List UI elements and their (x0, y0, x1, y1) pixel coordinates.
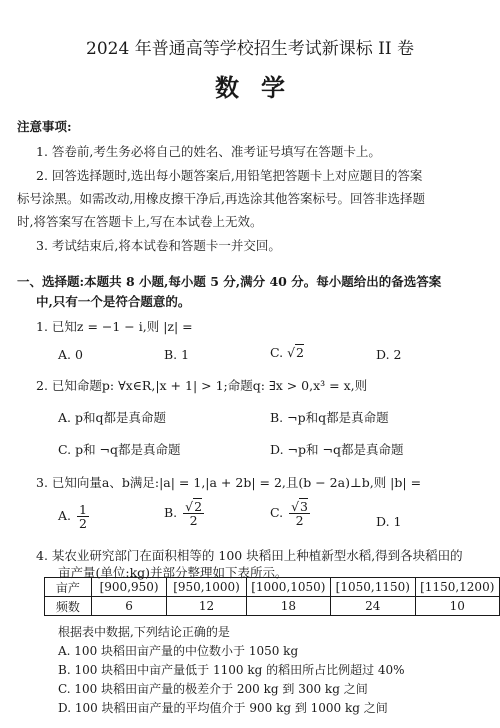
question-4-stem-line-1: 4. 某农业研究部门在面积相等的 100 块稻田上种植新型水稻,得到各块稻田的 (36, 548, 463, 563)
table-cell: [1050,1150) (331, 578, 415, 597)
question-3-option-c-label: C. (270, 505, 284, 521)
question-3-option-a (58, 503, 89, 530)
table-cell: 18 (246, 597, 330, 616)
table-cell: [900,950) (91, 578, 166, 597)
question-2-option-c: C. p和 ¬q都是真命题 (58, 442, 181, 457)
question-3-option-b-label: B. (164, 505, 178, 521)
radicand: 2 (194, 499, 203, 514)
question-1-option-d: D. 2 (376, 347, 402, 362)
fraction (289, 500, 310, 527)
question-1-option-c-label: C. (270, 345, 284, 360)
yield-frequency-table (44, 577, 500, 616)
table-row-header: 频数 (45, 597, 92, 616)
question-4-option-a: A. 100 块稻田亩产量的中位数小于 1050 kg (58, 644, 299, 658)
table-cell: 10 (415, 597, 499, 616)
question-1-option-a: A. 0 (58, 347, 83, 362)
numerator (289, 500, 310, 514)
table-row (45, 578, 500, 597)
table-row-header: 亩产 (45, 578, 92, 597)
table-cell: 6 (91, 597, 166, 616)
question-3-option-c (270, 500, 310, 527)
table-cell: 12 (167, 597, 246, 616)
notes-heading: 注意事项: (17, 119, 72, 134)
table-row (45, 597, 500, 616)
question-2-stem: 2. 已知命题p: ∀x∈R,|x + 1| > 1;命题q: ∃x > 0,x³ = x,则 (36, 378, 368, 393)
numerator (183, 500, 204, 514)
denominator: 2 (189, 513, 198, 529)
question-3-option-a-label: A. (58, 508, 72, 524)
fraction (77, 503, 89, 530)
subject-title: 数学 (215, 73, 307, 102)
question-2-option-b: B. ¬p和q都是真命题 (270, 410, 389, 425)
table-cell: [1150,1200) (415, 578, 499, 597)
question-1-stem: 1. 已知z = −1 − i,则 |z| = (36, 319, 193, 334)
question-4-option-c: C. 100 块稻田亩产量的极差介于 200 kg 到 300 kg 之间 (58, 682, 368, 696)
question-1-option-c-radicand: 2 (296, 345, 304, 360)
radicand: 3 (300, 499, 308, 514)
fraction (183, 500, 204, 527)
numerator: 1 (79, 502, 87, 517)
question-4-lead: 根据表中数据,下列结论正确的是 (58, 625, 230, 639)
section-heading-line-1: 一、选择题:本题共 8 小题,每小题 5 分,满分 40 分。每小题给出的备选答案 (17, 274, 442, 289)
note-item-3: 3. 考试结束后,将本试卷和答题卡一并交回。 (36, 238, 281, 253)
sqrt-symbol: √ (185, 499, 194, 514)
note-item-2-line-3: 时,将答案写在答题卡上,写在本试卷上无效。 (17, 214, 263, 229)
denominator: 2 (79, 516, 87, 532)
question-4-option-d: D. 100 块稻田亩产量的平均值介于 900 kg 到 1000 kg 之间 (58, 701, 388, 715)
question-3-option-d: D. 1 (376, 514, 402, 529)
exam-title: 2024 年普通高等学校招生考试新课标 II 卷 (86, 39, 414, 59)
question-3-option-b (164, 500, 204, 527)
denominator: 2 (295, 513, 304, 529)
note-item-2-line-1: 2. 回答选择题时,选出每小题答案后,用铅笔把答题卡上对应题目的答案 (36, 168, 423, 183)
note-item-1: 1. 答卷前,考生务必将自己的姓名、准考证号填写在答题卡上。 (36, 144, 381, 159)
question-3-stem: 3. 已知向量a、b满足:|a| = 1,|a + 2b| = 2,且(b − 2a)⊥b,则 |b| = (36, 475, 422, 490)
question-1-option-b: B. 1 (164, 347, 190, 362)
sqrt-symbol: √ (287, 345, 296, 360)
question-2-option-d: D. ¬p和 ¬q都是真命题 (270, 442, 404, 457)
question-4-stem-line-2: 亩产量(单位:kg)并部分整理如下表所示。 (58, 565, 288, 580)
question-4-option-b: B. 100 块稻田中亩产量低于 1100 kg 的稻田所占比例超过 40% (58, 663, 405, 677)
section-heading-line-2: 中,只有一个是符合题意的。 (36, 294, 191, 309)
table-cell: [1000,1050) (246, 578, 330, 597)
table-cell: [950,1000) (167, 578, 246, 597)
sqrt-symbol: √ (291, 499, 300, 514)
question-1-option-c (270, 345, 304, 360)
question-2-option-a: A. p和q都是真命题 (58, 410, 166, 425)
table-cell: 24 (331, 597, 415, 616)
note-item-2-line-2: 标号涂黑。如需改动,用橡皮擦干净后,再选涂其他答案标号。回答非选择题 (17, 191, 425, 206)
